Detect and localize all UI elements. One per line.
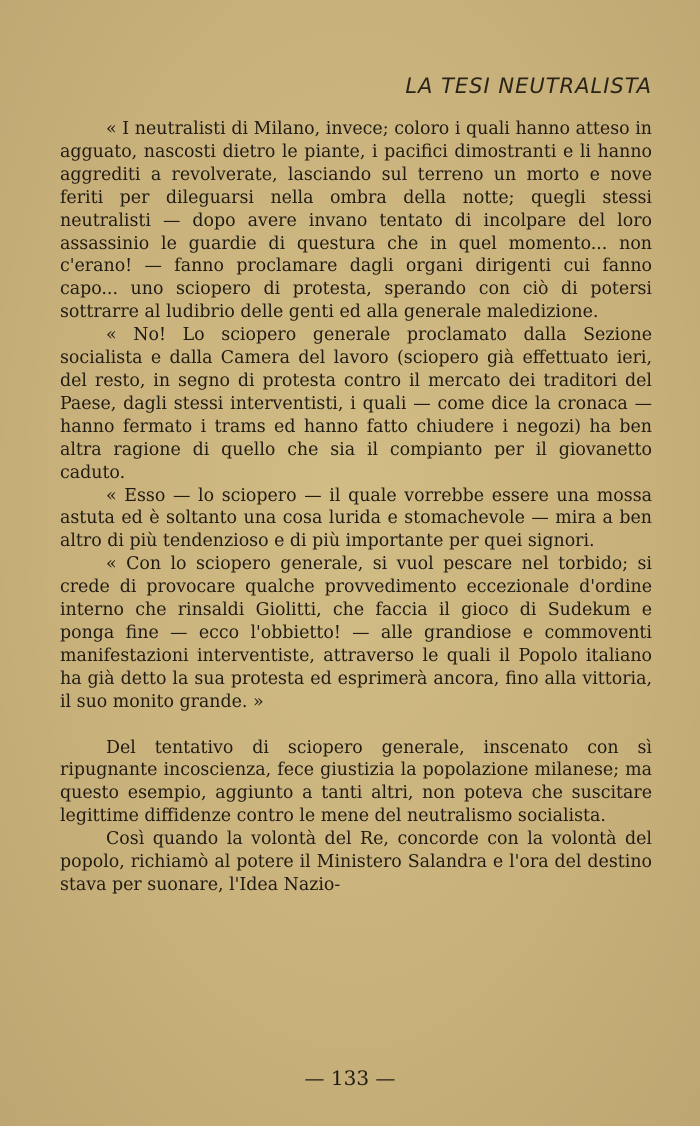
paragraph-pescare-nel-torbido: « Con lo sciopero generale, si vuol pescare nel torbido; si crede di provocare qualche provvedimento eccezionale d'ordine interno che rinsaldi Giolitti, che faccia il gioco di Sudekum e ponga fine — ecco l'obbietto! — alle grandiose e commoventi manifestazioni interventiste, attraverso le quali il Popolo italiano ha già detto la sua protesta ed esprimerà ancora, fino alla vittoria, il suo monito grande. » <box>60 554 652 712</box>
running-header: LA TESI NEUTRALISTA <box>405 74 652 98</box>
paragraph-volonta-del-re: Così quando la volontà del Re, concorde con la volontà del popolo, richiamò al potere il Ministero Salandra e l'ora del destino stava per suonare, l'Idea Nazio- <box>60 829 652 895</box>
paragraph-mossa-astuta: « Esso — lo sciopero — il quale vorrebbe essere una mossa astuta ed è soltanto una cosa lurida e stomachevole — mira a ben altro di più tendenzioso e di più importante per quei signori. <box>60 485 652 552</box>
paragraph-sciopero-generale: « No! Lo sciopero generale proclamato dalla Sezione socialista e dalla Camera del lavoro (sciopero già effettuato ieri, del resto, in segno di protesta contro il mercato dei traditori del Paese, dagli stessi interventisti, i quali — come dice la cronaca — hanno fermato i trams ed hanno fatto chiudere i negozi) ha ben altra ragione di quello che sia il compianto per il giovanetto caduto. <box>60 325 652 483</box>
paragraph-neutralisti: « I neutralisti di Milano, invece; coloro i quali hanno atteso in agguato, nascosti dietro le piante, i pacifici dimostranti e li hanno aggrediti a revolverate, lasciando sul terreno un morto e nove feriti per dileguarsi nella ombra della notte; quegli stessi neutralisti — dopo avere invano tentato di incolpare del loro assassinio le guardie di questura che in quel momento... non c'erano! — fanno proclamare dagli organi dirigenti cui fanno capo... uno sciopero di protesta, sperando con ciò di potersi sottrarre al ludibrio delle genti ed alla generale maledizione. <box>60 119 652 323</box>
page-number: — 133 — <box>304 1066 396 1090</box>
body-text <box>60 118 652 897</box>
paragraph-tentativo: Del tentativo di sciopero generale, inscenato con sì ripugnante incoscienza, fece giustizia la popolazione milanese; ma questo esempio, aggiunto a tanti altri, non poteva che suscitare legittime diffidenze contro le mene del neutralismo socialista. <box>60 737 652 827</box>
